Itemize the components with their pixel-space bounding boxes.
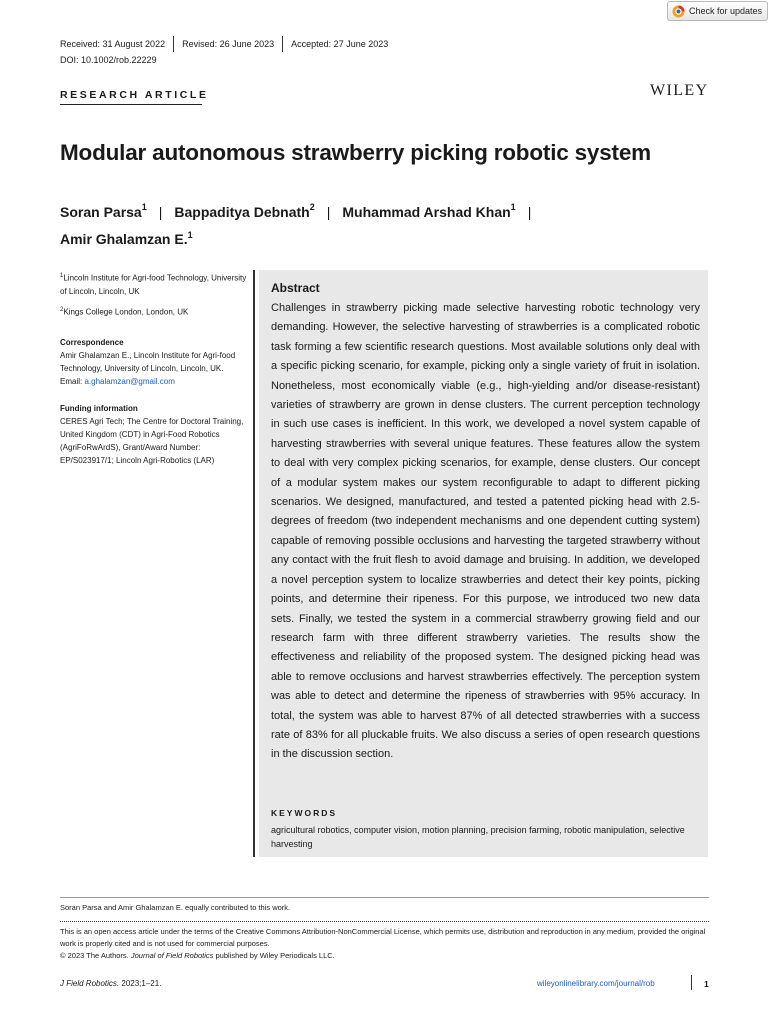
- correspondence-heading: Correspondence: [60, 338, 124, 348]
- keywords-heading: KEYWORDS: [271, 808, 338, 818]
- license-text: This is an open access article under the terms of the Creative Commons Attribution-NonCommercial License, which permits use, distribution and reproduction in any medium, provided the original work is properly cited and is not used for commercial purposes.: [60, 927, 706, 948]
- author-separator: |: [326, 203, 331, 220]
- author-separator: |: [158, 203, 163, 220]
- abstract-text: Challenges in strawberry picking made selective harvesting robotic technology very demanding. However, the selective harvesting of strawberries is a complicated robotic task forming a few scientific research questions. Most available solutions only deal with a specific picking scenario, for example, picking only a single variety of fruit in isolation. Nonetheless, most economically viable (e.g., high-yielding and/or disease-resistant) varieties of strawberry are grown in dense clusters. The current perception technology in such use cases is inefficient. In this work, we developed a novel system capable of harvesting strawberries with several unique features. These features allow the system to deal with very complex picking scenarios, for example, dense clusters. Our concept of a modular system makes our system reconfigurable to adapt to different picking scenarios. We designed, manufactured, and tested a patented picking head with 2.5-degrees of freedom (two independent mechanisms and one dependent cutting system) capable of removing possible occlusions and harvesting the targeted strawberry without any contact with the fruit flesh to avoid damage and bruising. In addition, we developed a novel perception system to localize strawberries and detect their key points, picking points, and determine their ripeness. For this purpose, we introduced two new data sets. Finally, we tested the system in a commercial strawberry growing field and our research farm with three different strawberry varieties. The results show the effectiveness and reliability of the proposed system. The designed picking head was able to remove occlusions and harvest strawberries effectively. The perception system was able to detect and determine the ripeness of strawberries with 95% accuracy. In total, the system was able to harvest 87% of all detected strawberries with a success rate of 83% for all pluckable fruits. We also discuss a series of open research questions in the discussion section.: [271, 302, 700, 761]
- check-for-updates-button[interactable]: [667, 1, 768, 21]
- article-info-column: [60, 270, 250, 467]
- abstract-rule: [253, 270, 255, 857]
- author[interactable]: Soran Parsa$^1$: [60, 202, 147, 220]
- revised-date: Revised: 26 June 2023: [182, 39, 275, 49]
- article-type-underline: [60, 104, 202, 105]
- dotted-divider: [60, 921, 709, 922]
- paper-title: Modular autonomous strawberry picking robotic system: [60, 140, 651, 165]
- doi[interactable]: DOI: 10.1002/rob.22229: [60, 55, 157, 65]
- author[interactable]: Muhammad Arshad Khan$^1$: [342, 202, 516, 220]
- funding-text: CERES Agri Tech; The Centre for Doctoral Training, United Kingdom (CDT) in Agri-Food Robotics (AgriFoRwArdS), Grant/Award Number: EP/S023917/1; Lincoln Agri-Robotics (LAR): [60, 417, 244, 466]
- accepted-date: Accepted: 27 June 2023: [291, 39, 389, 49]
- affiliation: $^1$Lincoln Institute for Agri-food Technology, University of Lincoln, Lincoln, UK: [60, 273, 247, 296]
- keywords: agricultural robotics, computer vision, motion planning, precision farming, robotic manipulation, selective harvesting: [271, 825, 685, 849]
- contribution-note: Soran Parsa and Amir Ghalamzan E. equally contributed to this work.: [60, 903, 291, 912]
- journal-citation: J Field Robotics. 2023;1–21.: [60, 979, 162, 988]
- license-block: [60, 926, 715, 962]
- article-dates: [60, 36, 388, 52]
- author[interactable]: Bappaditya Debnath$^2$: [174, 202, 315, 220]
- date-divider: [173, 36, 174, 52]
- page-number: 1: [704, 979, 709, 989]
- author-separator: |: [527, 203, 532, 220]
- page-divider: [691, 975, 692, 990]
- journal-url-link[interactable]: wileyonlinelibrary.com/journal/rob: [537, 979, 655, 988]
- email-link[interactable]: a.ghalamzan@gmail.com: [84, 377, 175, 387]
- author-list: [60, 196, 620, 251]
- check-for-updates-label: Check for updates: [689, 6, 763, 16]
- abstract-heading: Abstract: [271, 281, 320, 295]
- footnote-rule: [60, 897, 709, 898]
- affiliation: $^2$Kings College London, London, UK: [60, 306, 189, 317]
- publisher-logo: WILEY: [650, 82, 709, 99]
- article-type: RESEARCH ARTICLE: [60, 89, 209, 101]
- crossmark-icon: [672, 5, 685, 18]
- correspondence-text: Amir Ghalamzan E., Lincoln Institute for Agri-food Technology, University of Lincoln, Lincoln, UK.: [60, 351, 236, 374]
- date-divider: [282, 36, 283, 52]
- copyright: © 2023 The Authors. Journal of Field Robotics published by Wiley Periodicals LLC.: [60, 951, 335, 960]
- correspondence-email: Email: a.ghalamzan@gmail.com: [60, 377, 175, 387]
- received-date: Received: 31 August 2022: [60, 39, 166, 49]
- author[interactable]: Amir Ghalamzan E.$^1$: [60, 229, 193, 248]
- funding-heading: Funding information: [60, 404, 138, 414]
